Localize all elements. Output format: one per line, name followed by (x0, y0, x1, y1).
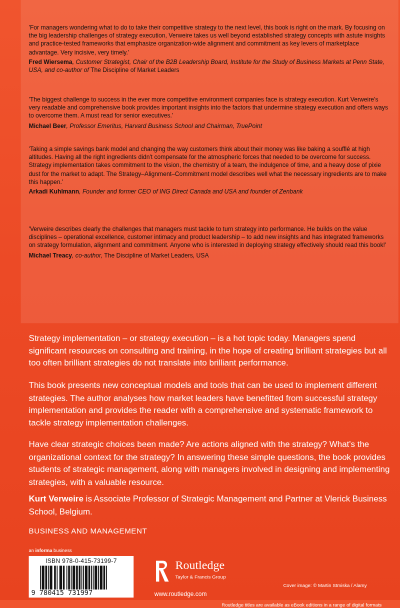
quote-text: 'The biggest challenge to success in the ever more competitive environment companies face is strategy execution. Kurt Verweire's very readable and comprehensive book provides important insights into the factors that undermine strategy execution and offers ways to overcome them. A must read for senior executives.' (28, 96, 388, 120)
quote-book-title: The Discipline of Market Leaders, USA (104, 251, 209, 259)
quote-author: Michael Beer (28, 122, 67, 130)
quote-text: 'Taking a simple savings bank model and changing the way customers think about their money was like baking a soufflé at high altitudes. Having all the right ingredients didn't compensate for the atmospheric forces that needed to be overcome for success. Strategy implementation takes commitment to the vision, the chemistry of a team, the indulgence of time, and a heavy dose of pixie dust for the market to adapt. The Strategy–Alignment–Commitment model describes well what the necessary ingredients are to make this happen.' (28, 145, 387, 186)
subject-category: BUSINESS AND MANAGEMENT (28, 527, 148, 536)
blurb-text: This book presents new conceptual models and tools that can be used to implement different strategies. The author analyses how market leaders have benefitted from successful strategy implementation and provides the reader with a comprehensive and systematic framework to tackle strategy implementation challenges. (28, 380, 378, 428)
author-bio-text: is Associate Professor of Strategic Management and Partner at Vlerick Business School, Belgium. (28, 494, 387, 517)
quote-book-title: The Discipline of Market Leaders (88, 66, 180, 74)
cover-footer (0, 548, 400, 608)
quote-author: Fred Wiersema (28, 58, 73, 66)
endorsement-quote (29, 24, 391, 75)
routledge-logo-icon (154, 560, 170, 582)
barcode-bar (98, 566, 99, 590)
barcode-bar (59, 566, 62, 590)
barcode-bar (54, 566, 56, 590)
publisher-name: Routledge (175, 559, 225, 572)
barcode-bar (93, 566, 94, 590)
barcode-bar (76, 566, 78, 590)
ebook-footnote: Routledge titles are available as eBook editions in a range of digital formats (221, 603, 382, 608)
barcode-bar (50, 566, 53, 590)
barcode-bar (85, 566, 88, 590)
barcode-bar (88, 566, 90, 590)
endorsement-quote (29, 226, 391, 260)
barcode-bar (57, 566, 58, 590)
informa-logo: informa (35, 548, 53, 554)
blurb-paragraph (29, 333, 394, 370)
barcode-bar (91, 566, 92, 590)
publisher-website: www.routledge.com (154, 590, 207, 598)
quote-author: Arkadi Kuhlmann (28, 188, 80, 196)
informa-business-label: an informa business (28, 548, 72, 554)
author-bio (29, 494, 394, 519)
barcode-bar (79, 566, 81, 590)
quote-text: 'For managers wondering what to do to take their competitive strategy to the next level, this book is right on the mark. By focusing on the big leadership challenges of strategy execution, Verweire takes us well beyond established strategy concepts with astute insights and practice-tested frameworks that emphasize organization-wide alignment and commitment as key levers of marketplace advantage. Very incisive, very timely.' (28, 24, 386, 56)
quote-author-role: , Professor Emeritus, Harvard Business School and Chairman, TruePoint (66, 122, 263, 130)
barcode-bar (48, 566, 49, 590)
barcode-bar (81, 566, 82, 590)
barcode-bar (66, 566, 67, 590)
barcode-bar (45, 566, 47, 590)
barcode-bar (83, 566, 84, 590)
barcode-bar (95, 566, 98, 590)
quote-author-role: , Founder and former CEO of ING Direct Canada and USA and founder of Zenbank (79, 188, 303, 196)
quote-attribution (29, 58, 391, 74)
barcode-bar (103, 566, 105, 590)
endorsement-quote (29, 146, 391, 197)
blurb-paragraph (29, 439, 394, 489)
quote-author-role: , Customer Strategist, Chair of the B2B Leadership Board, Institute for the Study of Business Markets at Penn State, USA, and co-author of (28, 58, 385, 74)
barcode-icon (40, 566, 130, 590)
barcode-bar (71, 566, 72, 590)
barcode-bar (68, 566, 70, 590)
isbn-barcode: ISBN 978-0-415-73199-7 9 780415 731997 (29, 556, 134, 598)
quote-author-role: , co-author, (72, 251, 105, 259)
barcode-bar (100, 566, 103, 590)
quote-author: Michael Treacy (28, 251, 73, 259)
barcode-bar (40, 566, 41, 590)
barcode-bar (42, 566, 45, 590)
blurb-paragraph (29, 380, 394, 430)
quote-attribution (29, 122, 391, 130)
publisher-subtitle: Taylor & Francis Group (175, 574, 226, 580)
author-name: Kurt Verweire (28, 494, 84, 504)
endorsement-quote (29, 96, 391, 130)
isbn-number: ISBN 978-0-415-73199-7 (45, 557, 117, 565)
barcode-bar (73, 566, 76, 590)
quote-attribution (29, 252, 391, 260)
cover-image-credit: Cover image: © Martin Stmiska / Alamy (283, 584, 367, 589)
blurb-text: Strategy implementation – or strategy execution – is a hot topic today. Managers spend significant resources on consulting and training, in the hope of creating brilliant strategies but all too often brilliant strategies do not translate into brilliant performance. (28, 333, 387, 368)
quote-attribution (29, 188, 391, 196)
quote-text: 'Verweire describes clearly the challenges that managers must tackle to turn strategy into performance. He builds on the value disciplines – operational excellence, customer intimacy and product leadership – to add new insights and has integrated frameworks on strategy formulation, alignment and commitment. Anyone who is interested in deploying strategy effectively should read this book!' (28, 225, 387, 250)
barcode-bar (63, 566, 65, 590)
barcode-bar (106, 566, 107, 590)
blurb-text: Have clear strategic choices been made? Are actions aligned with the strategy? What's the organizational context for the strategy? In answering these simple questions, the book provides students of strategic management, along with managers involved in designing and implementing strategies, with a valuable resource. (28, 440, 390, 487)
